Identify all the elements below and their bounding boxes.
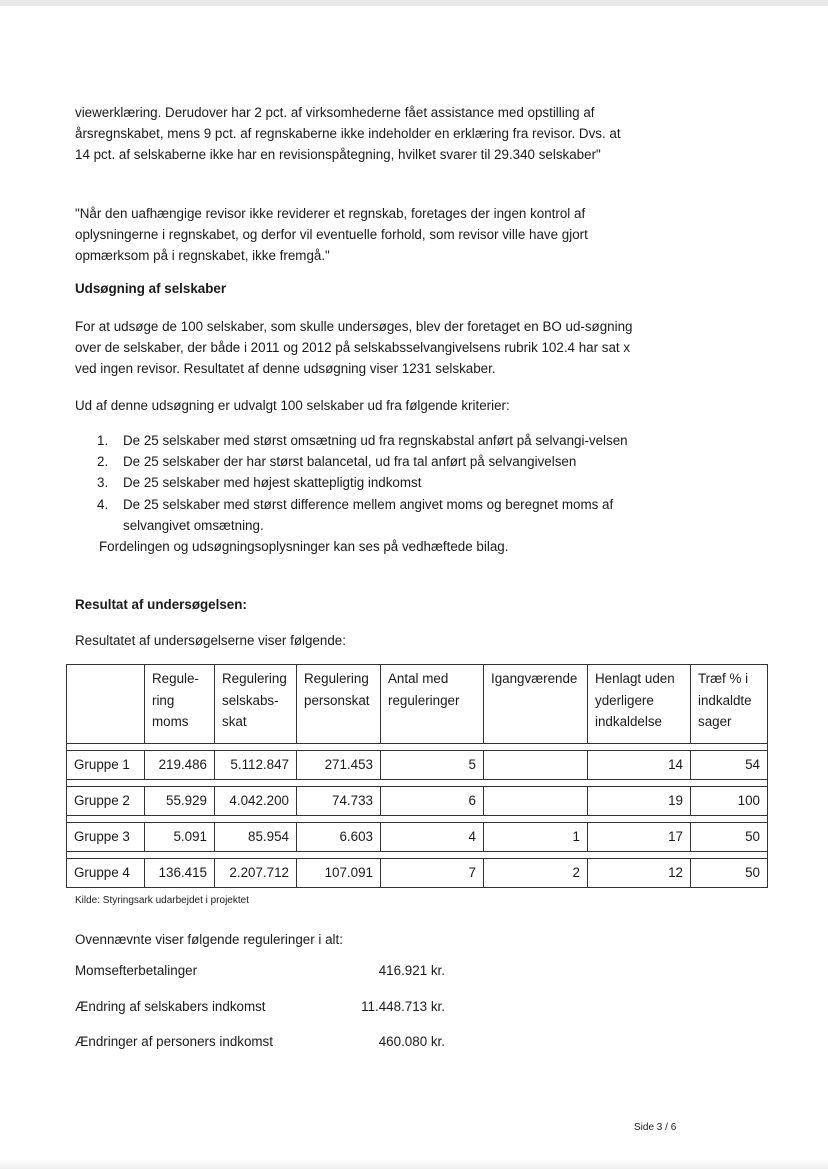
table-row <box>67 859 768 888</box>
table-cell: Gruppe 4 <box>67 859 145 888</box>
criteria-number: 2. <box>97 454 109 470</box>
page-number: Side 3 / 6 <box>634 1122 677 1133</box>
table-cell: 5.112.847 <box>215 751 297 780</box>
column-header: Træf % i indkaldte sager <box>691 665 768 744</box>
column-header: Antal med reguleringer <box>381 665 484 744</box>
table-cell: 136.415 <box>145 859 215 888</box>
quote-paragraph-1: viewerklæring. Derudover har 2 pct. af virksomhederne fået assistance med opstilling af årsregnskabet, mens 9 pct. af regnskaberne ikke indeholder en erklæring fra revisor. Dvs. at 14 pct. af selskaberne ikke har en revisionspåtegning, hvilket svarer til 29.340 selskaber" <box>75 105 621 163</box>
table-cell: 271.453 <box>297 751 381 780</box>
column-header: Henlagt uden yderligere indkaldelse <box>588 665 691 744</box>
table-cell: 12 <box>588 859 691 888</box>
table-spacer <box>67 816 768 823</box>
table-cell <box>484 787 588 816</box>
table-header-row <box>67 665 768 744</box>
table-row <box>67 823 768 852</box>
table-cell: 4.042.200 <box>215 787 297 816</box>
distribution-note: Fordelingen og udsøgningsoplysninger kan ses på vedhæftede bilag. <box>99 539 509 555</box>
table-cell: 19 <box>588 787 691 816</box>
table-cell: Gruppe 3 <box>67 823 145 852</box>
results-table <box>66 664 768 888</box>
criteria-item <box>75 472 635 493</box>
table-cell: 50 <box>691 859 768 888</box>
quote-paragraph-2: "Når den uafhængige revisor ikke reviderer et regnskab, foretages der ingen kontrol af oplysningerne i regnskabet, og derfor vil eventuelle forhold, som revisor ville have gjort opmærksom på i regnskabet, ikke fremgå." <box>75 206 588 264</box>
criteria-list <box>75 430 635 557</box>
results-intro: Resultatet af undersøgelserne viser følgende: <box>75 633 346 648</box>
table-cell: 85.954 <box>215 823 297 852</box>
criteria-item <box>75 494 635 536</box>
table-cell: 6 <box>381 787 484 816</box>
table-cell: 6.603 <box>297 823 381 852</box>
section-heading-resultat: Resultat af undersøgelsen: <box>75 597 247 612</box>
table-cell: 5.091 <box>145 823 215 852</box>
table-cell: 219.486 <box>145 751 215 780</box>
table-cell: 2 <box>484 859 588 888</box>
column-header: Igangværende <box>484 665 588 744</box>
selection-paragraph: For at udsøge de 100 selskaber, som skulle undersøges, blev der foretaget en BO ud-søgning over de selskaber, der både i 2011 og 2012 på selskabsselvangivelsens rubrik 102.4 har sat x ved ingen revisor. Resultatet af denne udsøgning viser 1231 selskaber. <box>75 319 633 377</box>
table-cell: 14 <box>588 751 691 780</box>
column-header: Regulering personskat <box>297 665 381 744</box>
criteria-text: De 25 selskaber der har størst balancetal, ud fra tal anført på selvangivelsen <box>123 454 577 470</box>
summary-label: Ændringer af personers indkomst <box>75 1034 273 1049</box>
table-row <box>67 787 768 816</box>
summary-label: Ændring af selskabers indkomst <box>75 999 266 1014</box>
column-header: Regule-ring moms <box>145 665 215 744</box>
table-cell: Gruppe 2 <box>67 787 145 816</box>
criteria-text: De 25 selskaber med størst difference mellem angivet moms og beregnet moms af selvangivet omsætning. <box>123 496 614 533</box>
criteria-number: 3. <box>97 475 109 491</box>
table-cell: 4 <box>381 823 484 852</box>
criteria-text: De 25 selskaber med højest skattepligtig indkomst <box>123 475 422 491</box>
table-cell <box>484 751 588 780</box>
criteria-item <box>75 451 635 472</box>
criteria-number: 4. <box>97 496 109 512</box>
criteria-number: 1. <box>97 433 109 448</box>
column-header <box>67 665 145 744</box>
table-cell: 50 <box>691 823 768 852</box>
table-cell: 17 <box>588 823 691 852</box>
table-spacer <box>67 852 768 859</box>
table-cell: Gruppe 1 <box>67 751 145 780</box>
column-header: Regulering selskabs-skat <box>215 665 297 744</box>
page-bottom-edge <box>0 1159 828 1169</box>
table-cell: 107.091 <box>297 859 381 888</box>
summary-value: 11.448.713 kr. <box>361 999 445 1014</box>
criteria-item <box>75 430 635 451</box>
criteria-text: De 25 selskaber med størst omsætning ud fra regnskabstal anført på selvangi-velsen <box>123 433 628 448</box>
table-spacer <box>67 780 768 787</box>
table-source-note: Kilde: Styringsark udarbejdet i projektet <box>75 895 249 906</box>
table-spacer <box>67 744 768 751</box>
table-cell: 55.929 <box>145 787 215 816</box>
page-top-edge <box>0 0 828 6</box>
table-cell: 100 <box>691 787 768 816</box>
table-cell: 74.733 <box>297 787 381 816</box>
table-cell: 54 <box>691 751 768 780</box>
summary-intro: Ovennævnte viser følgende reguleringer i alt: <box>75 932 343 947</box>
criteria-intro: Ud af denne udsøgning er udvalgt 100 selskaber ud fra følgende kriterier: <box>75 398 510 413</box>
table-cell: 5 <box>381 751 484 780</box>
summary-value: 460.080 kr. <box>378 1034 445 1049</box>
table-cell: 1 <box>484 823 588 852</box>
summary-label: Momsefterbetalinger <box>75 963 198 978</box>
table-cell: 7 <box>381 859 484 888</box>
summary-value: 416.921 kr. <box>378 963 445 978</box>
table-cell: 2.207.712 <box>215 859 297 888</box>
section-heading-udsoegning: Udsøgning af selskaber <box>75 281 227 296</box>
table-row <box>67 751 768 780</box>
